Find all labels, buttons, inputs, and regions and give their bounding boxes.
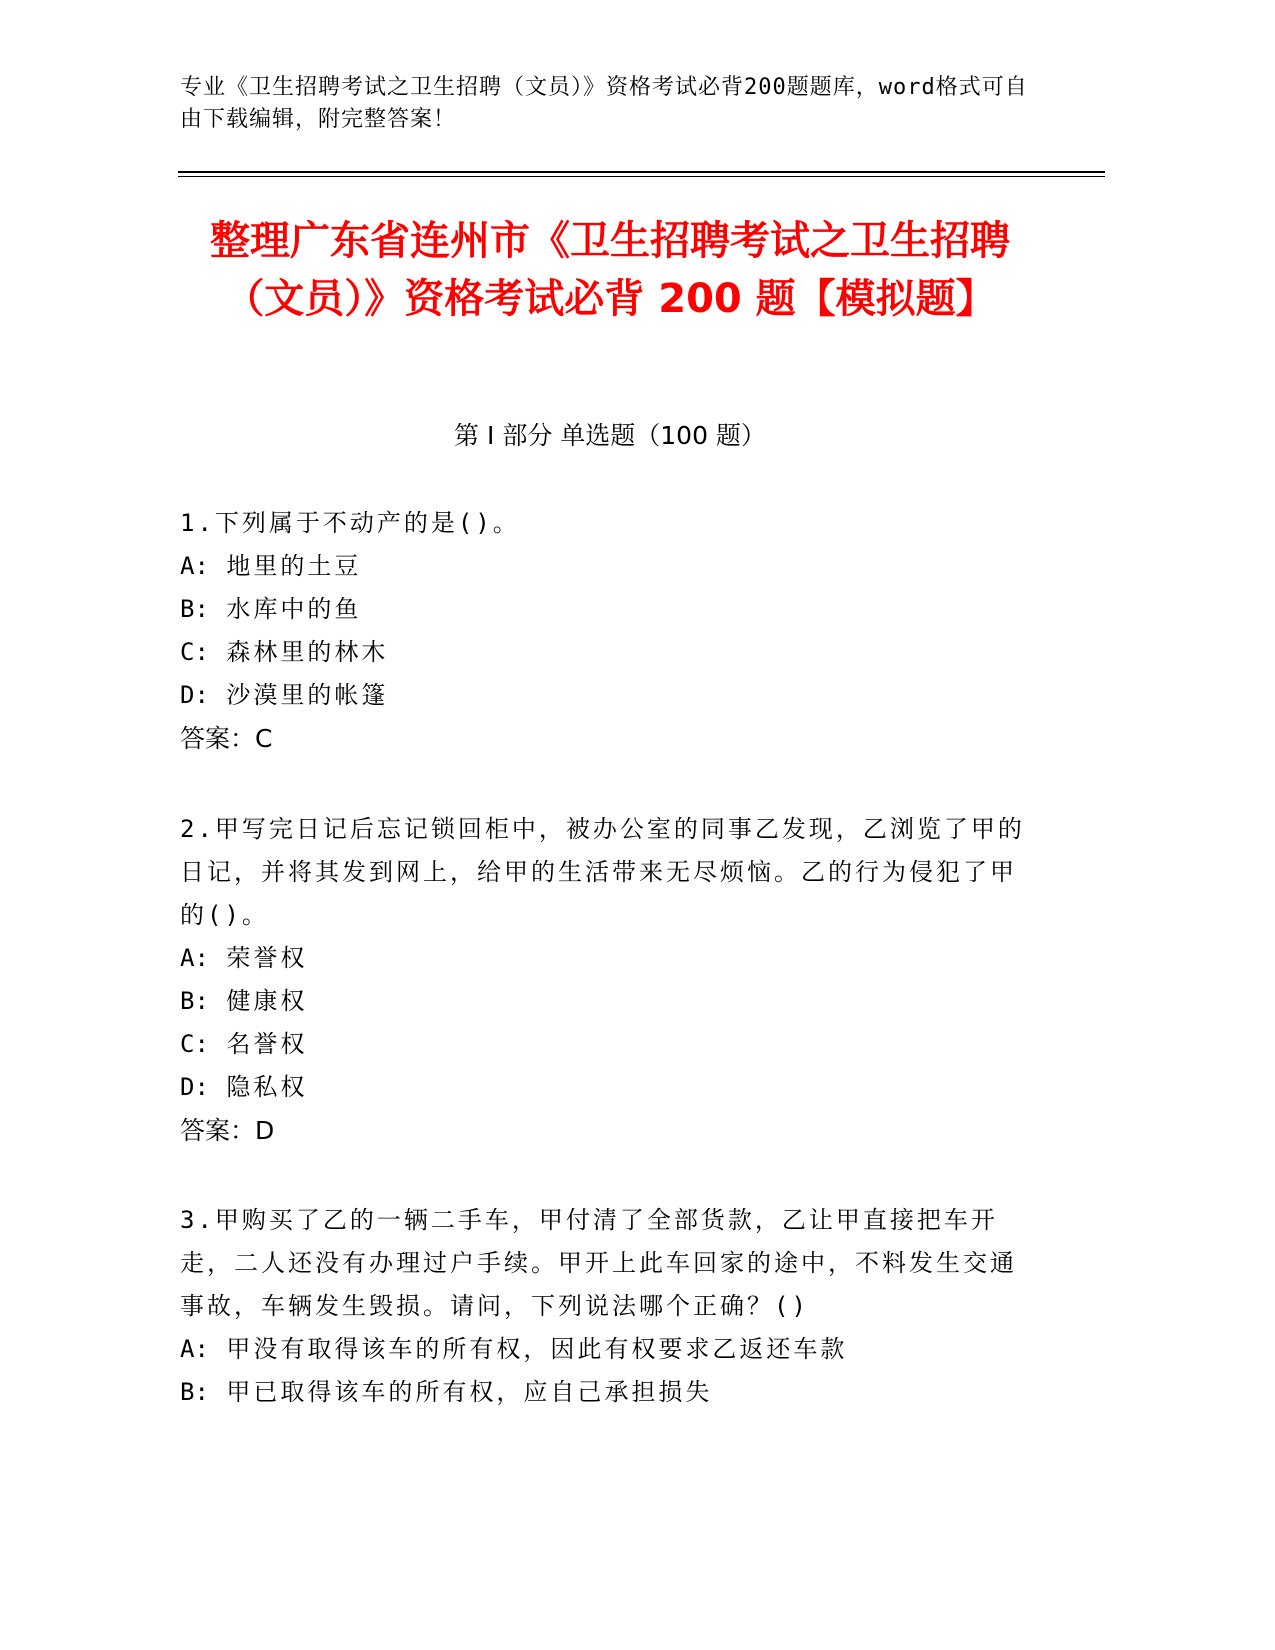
answer-value: D xyxy=(255,1116,275,1145)
question-stem: 3.甲购买了乙的一辆二手车，甲付清了全部货款，乙让甲直接把车开走，二人还没有办理过户手续。甲开上此车回家的途中，不料发生交通事故，车辆发生毁损。请问，下列说法哪个正确？() xyxy=(180,1206,1017,1320)
option-b xyxy=(180,1371,1030,1414)
option-a xyxy=(180,545,1030,588)
header-divider-thick xyxy=(178,171,1105,173)
header-note: 专业《卫生招聘考试之卫生招聘（文员）》资格考试必背200题题库，word格式可自由下载编辑，附完整答案！ xyxy=(180,75,1028,132)
answer-label: 答案： xyxy=(180,1116,256,1145)
question-3 xyxy=(180,1199,1030,1414)
option-b xyxy=(180,980,1030,1023)
option-a xyxy=(180,1328,1030,1371)
option-c xyxy=(180,1023,1030,1066)
option-text: 隐私权 xyxy=(226,1073,308,1101)
answer xyxy=(180,717,1030,760)
option-letter: A: xyxy=(180,552,209,580)
section-title: 第 I 部分 单选题（100 题） xyxy=(454,421,766,450)
option-letter: C: xyxy=(180,1030,209,1058)
option-letter: D: xyxy=(180,1073,209,1101)
option-letter: C: xyxy=(180,638,209,666)
option-text: 地里的土豆 xyxy=(226,552,362,580)
question-1 xyxy=(180,502,1030,760)
option-a xyxy=(180,937,1030,980)
option-text: 水库中的鱼 xyxy=(226,595,362,623)
option-d xyxy=(180,674,1030,717)
answer-value: C xyxy=(255,724,273,753)
question-stem: 1.下列属于不动产的是()。 xyxy=(180,509,520,537)
option-letter: B: xyxy=(180,1378,209,1406)
option-text: 健康权 xyxy=(226,987,308,1015)
question-2 xyxy=(180,808,1030,1152)
option-text: 荣誉权 xyxy=(226,944,308,972)
option-letter: A: xyxy=(180,1335,209,1363)
option-text: 甲没有取得该车的所有权，因此有权要求乙返还车款 xyxy=(226,1335,848,1363)
option-letter: B: xyxy=(180,595,209,623)
option-text: 沙漠里的帐篷 xyxy=(226,681,389,709)
option-text: 森林里的林木 xyxy=(226,638,389,666)
option-letter: A: xyxy=(180,944,209,972)
answer xyxy=(180,1109,1030,1152)
option-c xyxy=(180,631,1030,674)
document-title: 整理广东省连州市《卫生招聘考试之卫生招聘（文员）》资格考试必背 200 题【模拟题】 xyxy=(210,218,1010,322)
answer-label: 答案： xyxy=(180,724,256,753)
option-letter: D: xyxy=(180,681,209,709)
option-letter: B: xyxy=(180,987,209,1015)
option-text: 甲已取得该车的所有权，应自己承担损失 xyxy=(226,1378,713,1406)
question-stem: 2.甲写完日记后忘记锁回柜中，被办公室的同事乙发现，乙浏览了甲的日记，并将其发到网上，给甲的生活带来无尽烦恼。乙的行为侵犯了甲的()。 xyxy=(180,815,1025,929)
option-b xyxy=(180,588,1030,631)
option-d xyxy=(180,1066,1030,1109)
option-text: 名誉权 xyxy=(226,1030,308,1058)
header-divider-thin xyxy=(178,176,1105,177)
